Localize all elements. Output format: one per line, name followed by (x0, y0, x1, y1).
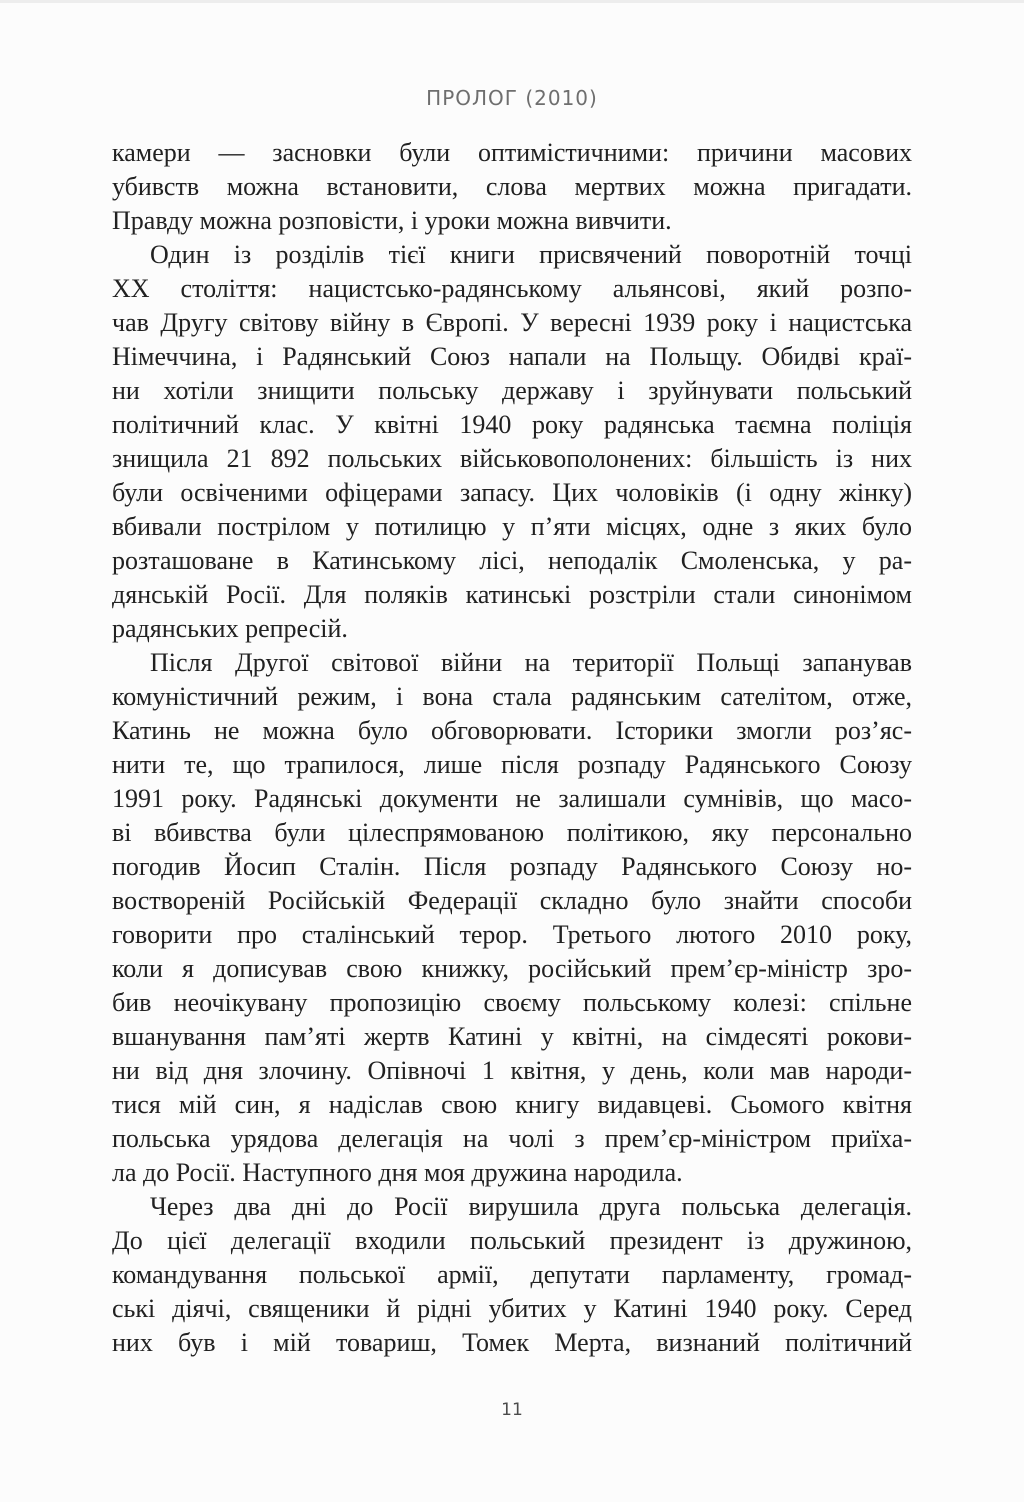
text-line: дянській Росії. Для поляків катинські розстріли стали синонімом (112, 580, 912, 609)
text-line: тися мій син, я надіслав свою книгу видавцеві. Сьомого квітня (112, 1090, 912, 1119)
text-line: воствореній Російській Федерації складно було знайти способи (112, 886, 912, 915)
page-number: 11 (501, 1400, 523, 1420)
text-line: були освіченими офіцерами запасу. Цих чоловіків (і одну жінку) (112, 478, 912, 507)
paragraph (112, 136, 912, 238)
text-line: чав Другу світову війну в Європі. У вересні 1939 року і нацистська (112, 308, 912, 337)
text-line: радянських репресій. (112, 614, 348, 643)
paragraph (112, 646, 912, 1190)
text-line: ни від дня злочину. Опівночі 1 квітня, у день, коли мав народи- (112, 1056, 912, 1085)
text-line: Через два дні до Росії вирушила друга польська делегація. (150, 1192, 912, 1221)
paragraph (112, 238, 912, 646)
text-line: Німеччина, і Радянський Союз напали на Польщу. Обидві краї- (112, 342, 912, 371)
text-line: ські діячі, священики й рідні убитих у Катині 1940 року. Серед (112, 1294, 912, 1323)
text-line: 1991 року. Радянські документи не залишали сумнівів, що масо- (112, 784, 912, 813)
text-line: вшанування пам’яті жертв Катині у квітні, на сімдесяті рокови- (112, 1022, 912, 1051)
text-line: убивств можна встановити, слова мертвих можна пригадати. (112, 172, 912, 201)
text-block (112, 136, 912, 1360)
paragraph (112, 1190, 912, 1360)
text-line: політичний клас. У квітні 1940 року радянська таємна поліція (112, 410, 912, 439)
text-line: коли я дописував свою книжку, російський прем’єр-міністр зро- (112, 954, 912, 983)
text-line: них був і мій товариш, Томек Мерта, визнаний політичний (112, 1328, 912, 1357)
text-line: Катинь не можна було обговорювати. Історики змогли роз’яс- (112, 716, 912, 745)
text-line: камери — засновки були оптимістичними: причини масових (112, 138, 912, 167)
text-line: ві вбивства були цілеспрямованою політикою, яку персонально (112, 818, 912, 847)
running-header: ПРОЛОГ (2010) (426, 86, 598, 110)
text-line: комуністичний режим, і вона стала радянським сателітом, отже, (112, 682, 912, 711)
text-line: польська урядова делегація на чолі з прем’єр-міністром приїха- (112, 1124, 912, 1153)
text-line: говорити про сталінський терор. Третього лютого 2010 року, (112, 920, 912, 949)
text-line: Один із розділів тієї книги присвячений поворотній точці (150, 240, 912, 269)
text-line: ХХ століття: нацистсько-радянському альянсові, який розпо- (112, 274, 912, 303)
text-line: бив неочікувану пропозицію своєму польському колезі: спільне (112, 988, 912, 1017)
text-line: Після Другої світової війни на території Польщі запанував (150, 648, 912, 677)
text-line: нити те, що трапилося, лише після розпаду Радянського Союзу (112, 750, 912, 779)
text-line: погодив Йосип Сталін. Після розпаду Радянського Союзу но- (112, 852, 912, 881)
text-line: ни хотіли знищити польську державу і зруйнувати польський (112, 376, 912, 405)
text-line: розташоване в Катинському лісі, неподалік Смоленська, у ра- (112, 546, 912, 575)
text-line: До цієї делегації входили польський президент із дружиною, (112, 1226, 912, 1255)
text-line: знищила 21 892 польських військовополонених: більшість із них (112, 444, 912, 473)
text-line: Правду можна розповісти, і уроки можна вивчити. (112, 206, 672, 235)
text-line: командування польської армії, депутати парламенту, громад- (112, 1260, 912, 1289)
text-line: ла до Росії. Наступного дня моя дружина народила. (112, 1158, 683, 1187)
text-line: вбивали пострілом у потилицю у п’яти місцях, одне з яких було (112, 512, 912, 541)
